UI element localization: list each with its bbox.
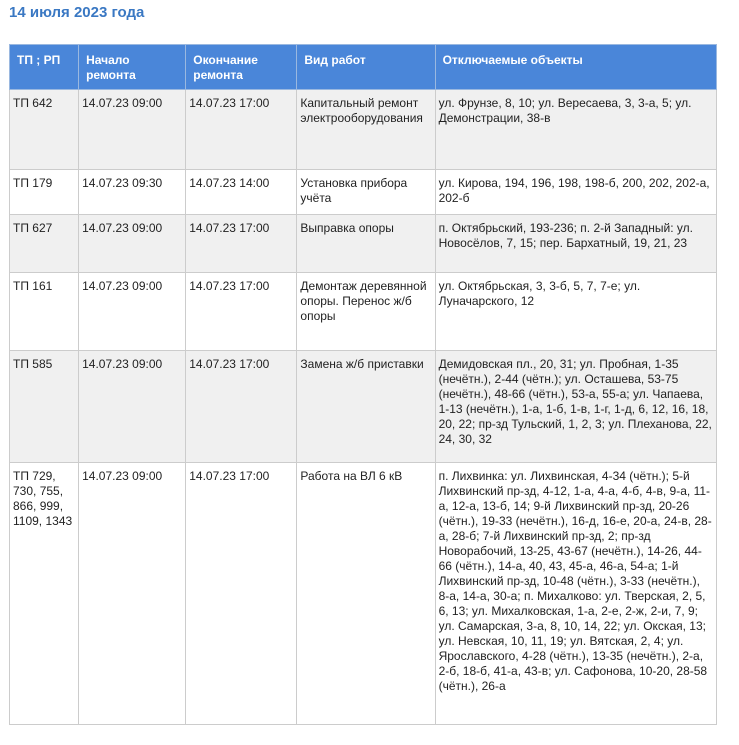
header-objects: Отключаемые объекты xyxy=(435,45,716,90)
table-row xyxy=(10,463,717,725)
cell-start: 14.07.23 09:00 xyxy=(79,215,186,273)
header-end: Окончание ремонта xyxy=(186,45,297,90)
cell-end: 14.07.23 14:00 xyxy=(186,170,297,215)
cell-start: 14.07.23 09:30 xyxy=(79,170,186,215)
cell-work-type: Установка прибора учёта xyxy=(297,170,435,215)
cell-work-type: Работа на ВЛ 6 кВ xyxy=(297,463,435,725)
table-row xyxy=(10,90,717,170)
cell-tp: ТП 179 xyxy=(10,170,79,215)
cell-tp: ТП 161 xyxy=(10,273,79,351)
cell-work-type: Замена ж/б приставки xyxy=(297,351,435,463)
outage-schedule-table xyxy=(9,44,717,725)
cell-tp: ТП 729, 730, 755, 866, 999, 1109, 1343 xyxy=(10,463,79,725)
cell-objects: п. Лихвинка: ул. Лихвинская, 4-34 (чётн.); 5-й Лихвинский пр-зд, 4-12, 1-а, 4-а, 4-б, 4-в, 9-а, 11-а, 12-а, 13-б, 14; 9-й Лихвинский пр-зд, 20-26 (чётн.), 19-33 (нечётн.), 16-д, 16-е, 20-а, 24-в, 28-а, 28-б; 7-й Лихвинский пр-зд, 2; пр-зд Новорабочий, 13-25, 43-67 (нечётн.), 14-26, 44-66 (чётн.), 14-а, 40, 43, 45-а, 46-а, 54-а; 1-й Лихвинский пр-зд, 10-48 (чётн.), 3-33 (нечётн.), 8-а, 14-а, 30-а; п. Михалково: ул. Тверская, 2, 5, 6, 13; ул. Михалковская, 1-а, 2-е, 2-ж, 2-и, 7, 9; ул. Самарская, 3-а, 8, 10, 14, 22; ул. Окская, 13; ул. Невская, 10, 11, 19; ул. Вятская, 2, 4; ул. Ярославского, 4-28 (чётн.), 13-35 (нечётн.), 2-а, 2-б, 18-б, 41-а, 43-в; ул. Сафонова, 10-20, 28-58 (чётн.), 26-а xyxy=(435,463,716,725)
cell-objects: ул. Октябрьская, 3, 3-б, 5, 7, 7-е; ул. Луначарского, 12 xyxy=(435,273,716,351)
table-header-row xyxy=(10,45,717,90)
cell-objects: п. Октябрьский, 193-236; п. 2-й Западный: ул. Новосёлов, 7, 15; пер. Бархатный, 19, 21, 23 xyxy=(435,215,716,273)
cell-objects: ул. Кирова, 194, 196, 198, 198-б, 200, 202, 202-а, 202-б xyxy=(435,170,716,215)
cell-work-type: Демонтаж деревянной опоры. Перенос ж/б опоры xyxy=(297,273,435,351)
cell-end: 14.07.23 17:00 xyxy=(186,463,297,725)
cell-tp: ТП 627 xyxy=(10,215,79,273)
cell-start: 14.07.23 09:00 xyxy=(79,273,186,351)
cell-work-type: Капитальный ремонт электрооборудования xyxy=(297,90,435,170)
cell-work-type: Выправка опоры xyxy=(297,215,435,273)
cell-objects: Демидовская пл., 20, 31; ул. Пробная, 1-35 (нечётн.), 2-44 (чётн.); ул. Осташева, 53-75 (нечётн.), 48-66 (чётн.), 53-а, 55-а; ул. Чапаева, 1-13 (нечётн.), 1-а, 1-б, 1-в, 1-г, 1-д, 6, 12, 16, 18, 20, 22; пр-зд Тульский, 1, 2, 3; ул. Плеханова, 22, 24, 30, 32 xyxy=(435,351,716,463)
cell-start: 14.07.23 09:00 xyxy=(79,463,186,725)
header-work-type: Вид работ xyxy=(297,45,435,90)
cell-end: 14.07.23 17:00 xyxy=(186,90,297,170)
table-row xyxy=(10,351,717,463)
cell-end: 14.07.23 17:00 xyxy=(186,273,297,351)
table-row xyxy=(10,215,717,273)
table-row xyxy=(10,170,717,215)
header-start: Начало ремонта xyxy=(79,45,186,90)
header-tp: ТП ; РП xyxy=(10,45,79,90)
cell-end: 14.07.23 17:00 xyxy=(186,351,297,463)
cell-start: 14.07.23 09:00 xyxy=(79,351,186,463)
table-row xyxy=(10,273,717,351)
cell-objects: ул. Фрунзе, 8, 10; ул. Вересаева, 3, 3-а, 5; ул. Демонстрации, 38-в xyxy=(435,90,716,170)
cell-tp: ТП 642 xyxy=(10,90,79,170)
cell-end: 14.07.23 17:00 xyxy=(186,215,297,273)
page-title: 14 июля 2023 года xyxy=(9,4,145,21)
cell-tp: ТП 585 xyxy=(10,351,79,463)
cell-start: 14.07.23 09:00 xyxy=(79,90,186,170)
